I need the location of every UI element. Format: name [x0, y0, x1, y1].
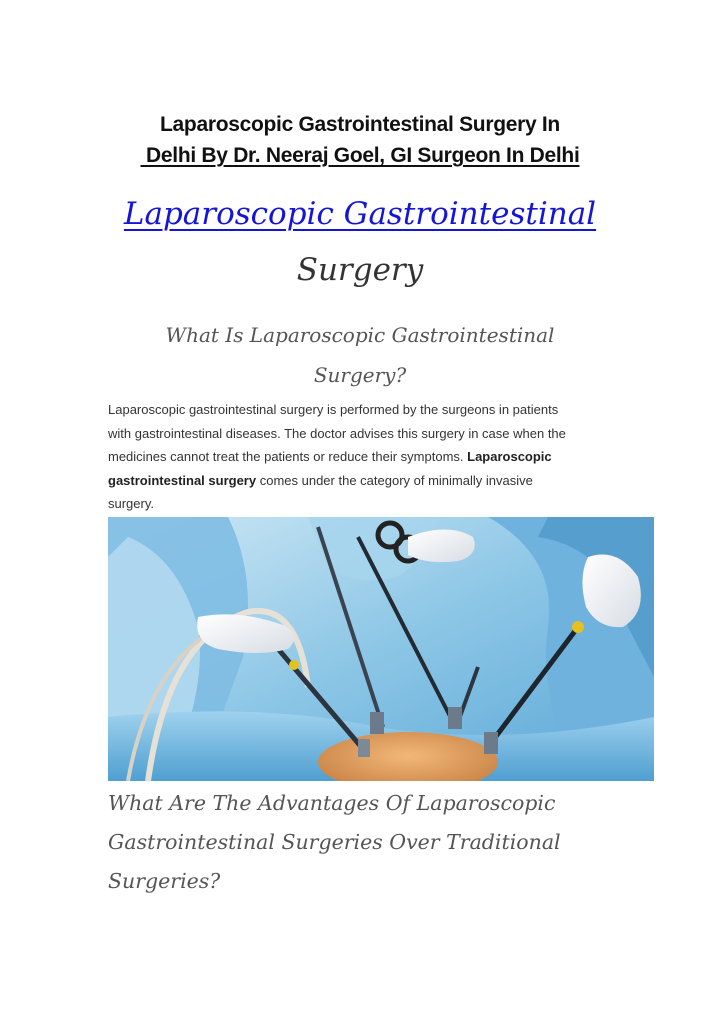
section2-heading-line-3: Surgeries? [108, 869, 221, 893]
section1-heading-line-2: Surgery? [313, 363, 407, 387]
section1-heading-line-1: What Is Laparoscopic Gastrointestinal [165, 323, 555, 347]
paragraph-text-1: Laparoscopic gastrointestinal surgery is performed by the surgeons in patients with gastrointestinal diseases. The doctor advises this surgery in case when the medicines cannot treat the patients or reduce their symptoms. [108, 402, 566, 465]
document-title-line-2-text: Delhi By Dr. Neeraj Goel, GI Surgeon In Delhi [140, 144, 580, 167]
document-title-line-1: Laparoscopic Gastrointestinal Surgery In [160, 113, 560, 136]
document-title-line-2 [0, 141, 720, 171]
section2-heading-line-1: What Are The Advantages Of Laparoscopic [108, 791, 556, 815]
link-heading-text[interactable]: Laparoscopic Gastrointestinal [123, 196, 597, 232]
link-heading[interactable] [0, 192, 720, 236]
paragraph-bold-link: Laparoscopic gastrointestinal surgery [108, 449, 552, 488]
paragraph-text-2: comes under the category of minimally invasive surgery. [108, 472, 533, 512]
laparoscopic-surgery-photo [108, 517, 654, 781]
surgery-photo-illustration [108, 517, 654, 781]
section2-heading-line-2: Gastrointestinal Surgeries Over Traditional [108, 830, 561, 854]
heading-surgery: Surgery [296, 252, 424, 288]
section1-paragraph [108, 398, 578, 516]
